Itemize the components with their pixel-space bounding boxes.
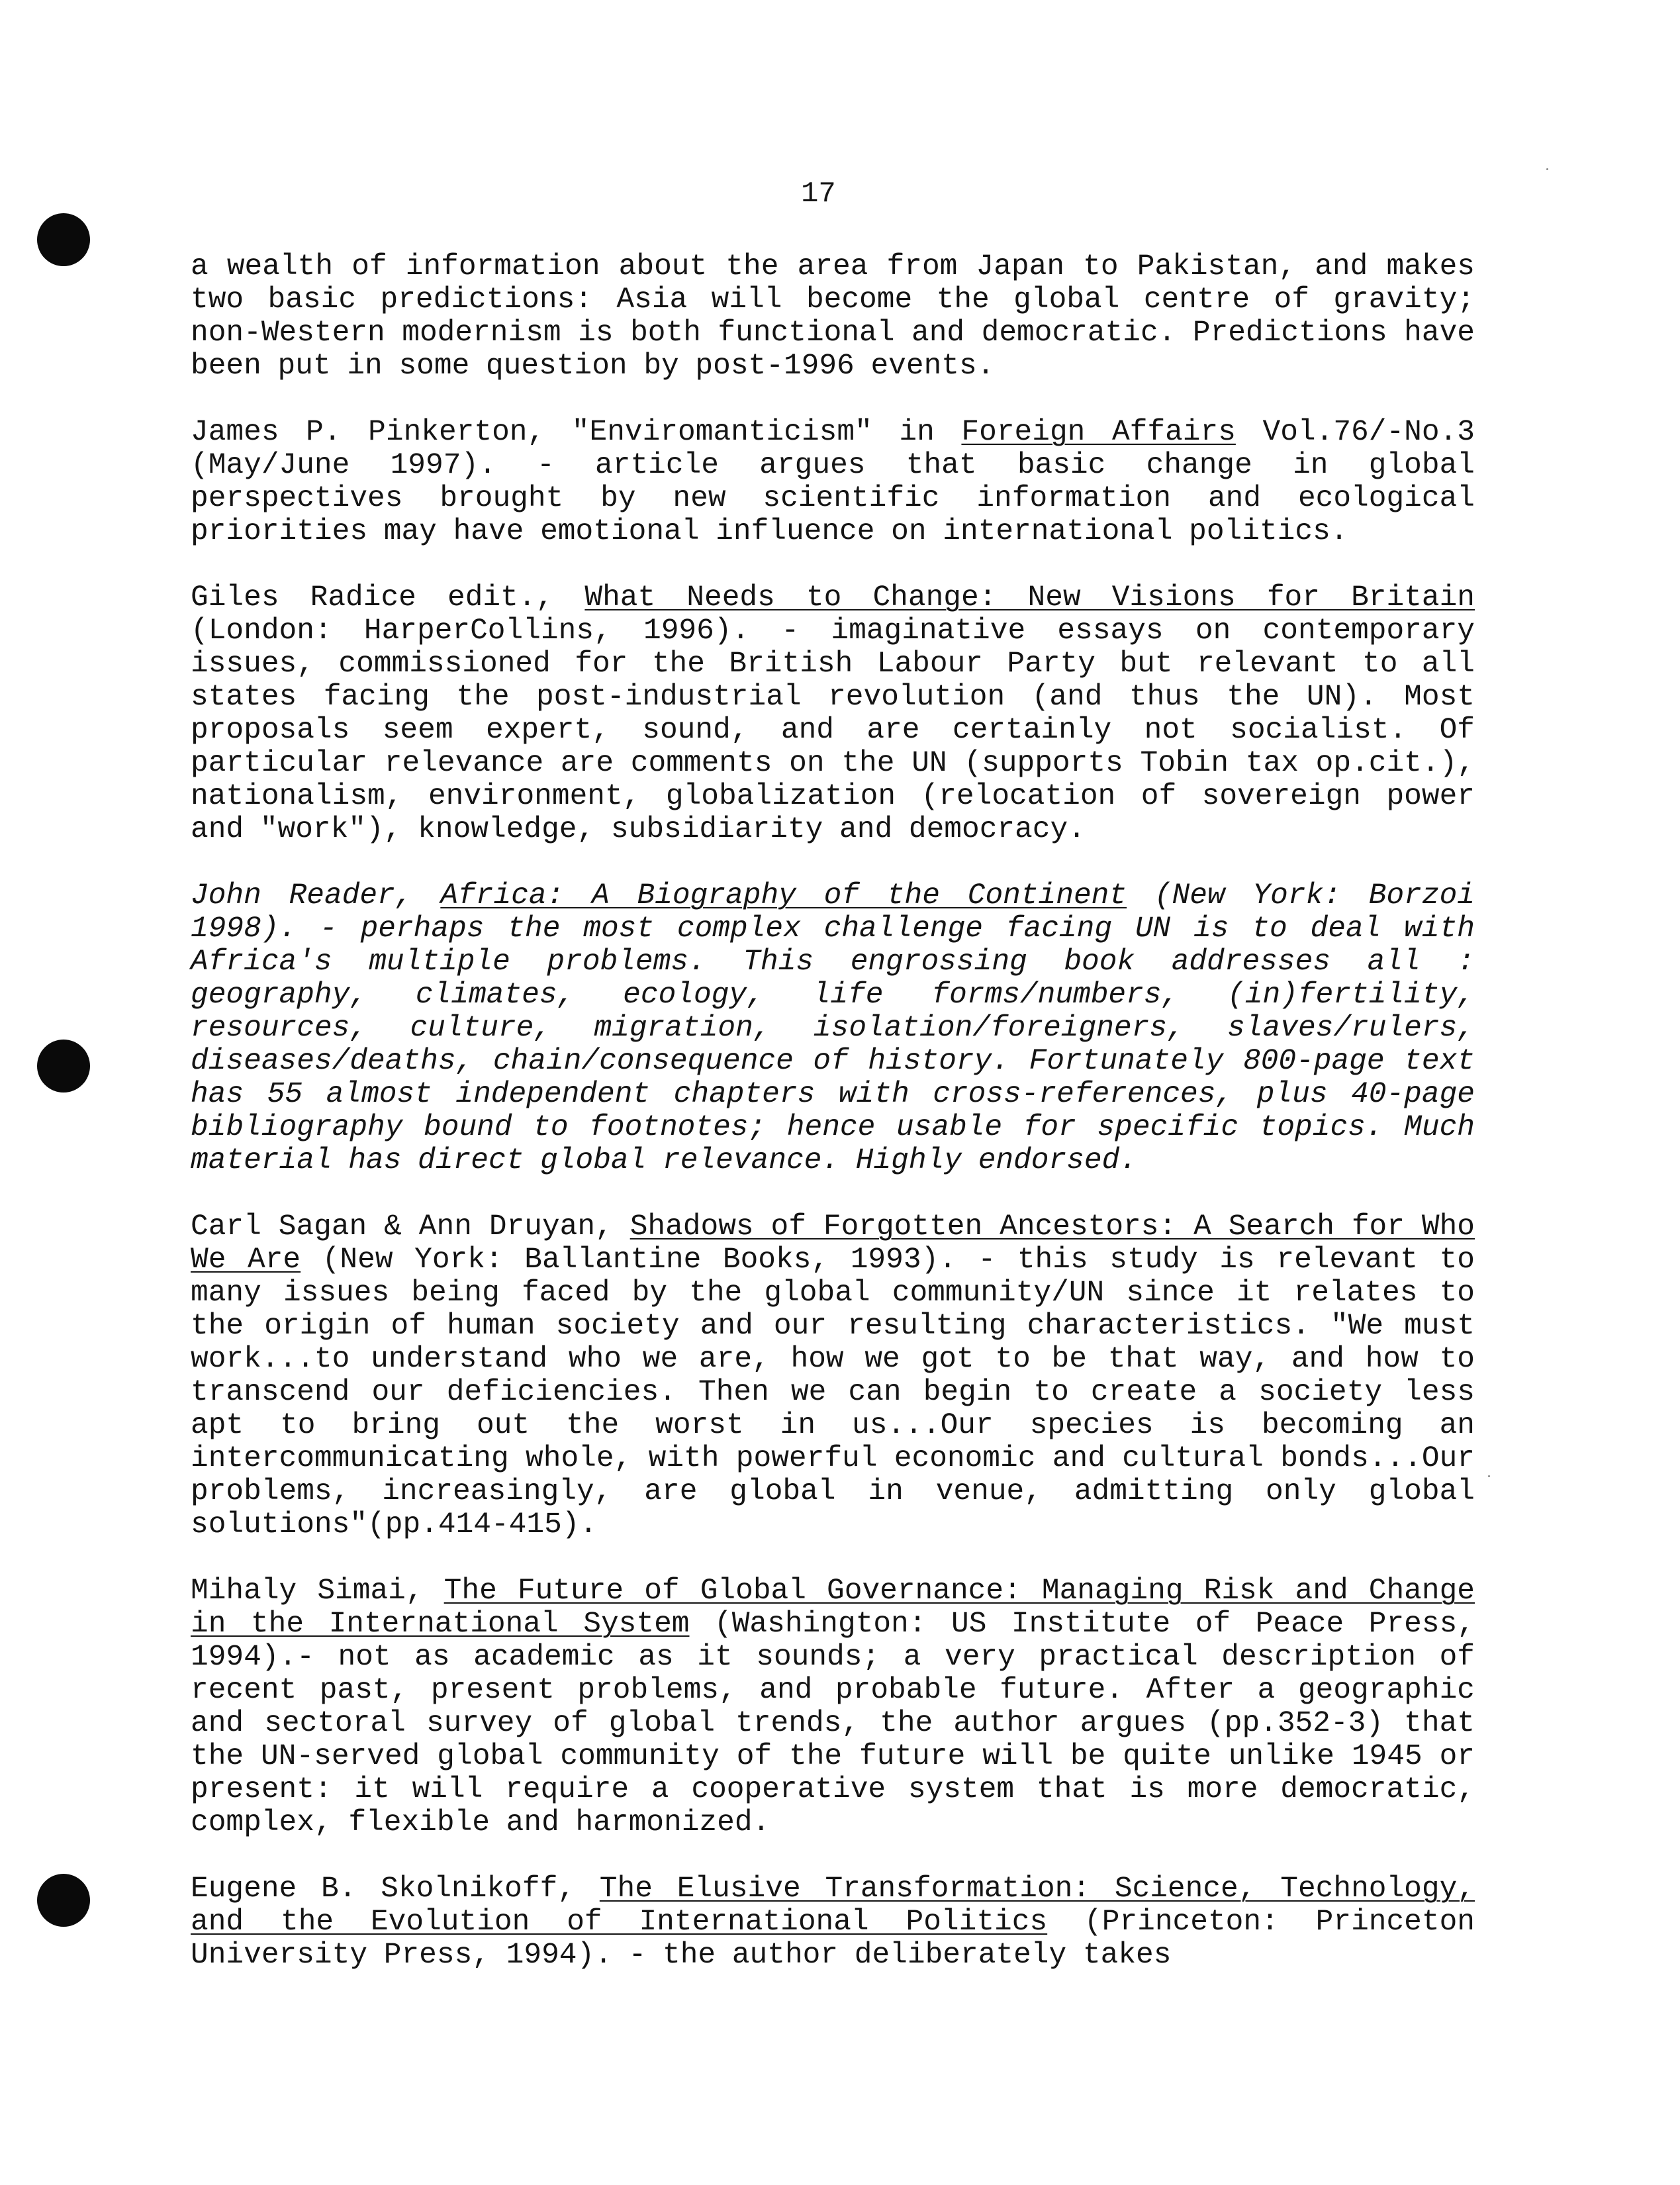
page-number: 17 xyxy=(801,177,836,211)
scan-speck xyxy=(1488,1475,1490,1477)
entry-author: Carl Sagan & Ann Druyan, xyxy=(191,1210,630,1243)
publication-title: Africa: A Biography of the Continent xyxy=(440,879,1127,912)
publication-title: The Future of Global Governance: Managing Risk and Change in the International System xyxy=(191,1575,1475,1641)
scan-speck xyxy=(1546,168,1548,170)
list-item xyxy=(191,581,1475,846)
entry-annotation: (New York: Borzoi 1998). - perhaps the most complex challenge facing UN is to deal with Africa's multiple problems. This engrossing book addresses all : geography, climates, ecology, life forms/numbers, (in)fertility, resources, culture, migration, isolation/foreigners, slaves/rulers, diseases/deaths, chain/consequence of history. Fortunately 800-page text has 55 almost independent chapters with cross-references, plus 40-page bibliography bound to footnotes; hence usable for specific topics. Much material has direct global relevance. Highly endorsed. xyxy=(191,879,1475,1177)
entry-author: Giles Radice edit., xyxy=(191,581,585,614)
entry-annotation: (London: HarperCollins, 1996). - imaginative essays on contemporary issues, commissioned for the British Labour Party but relevant to all states facing the post-industrial revolution (and thus the UN). Most proposals seem expert, sound, and are certainly not socialist. Of particular relevance are comments on the UN (supports Tobin tax op.cit.), nationalism, environment, globalization (relocation of sovereign power and "work"), knowledge, subsidiarity and democracy. xyxy=(191,614,1475,846)
entry-annotation: (Washington: US Institute of Peace Press, 1994).- not as academic as it sounds; a very practical description of recent past, present problems, and probable future. After a geographic and sectoral survey of global trends, the author argues (pp.352-3) that the UN-served global community of the future will be quite unlike 1945 or present: it will require a cooperative system that is more democratic, complex, flexible and harmonized. xyxy=(191,1608,1475,1839)
binder-hole xyxy=(37,1874,90,1927)
list-item xyxy=(191,416,1475,548)
entry-annotation: (Princeton: Princeton University Press, 1994). - the author deliberately takes xyxy=(191,1906,1475,1972)
publication-title: Shadows of Forgotten Ancestors: A Search for Who We Are xyxy=(191,1210,1475,1277)
entry-text: a wealth of information about the area from Japan to Pakistan, and makes two basic predictions: Asia will become the global centre of gravity; non-Western modernism is both functional and democratic. Predictions have been put in some question by post-1996 events. xyxy=(191,250,1475,383)
list-item xyxy=(191,1872,1475,1972)
list-item xyxy=(191,250,1475,383)
list-item xyxy=(191,879,1475,1177)
list-item xyxy=(191,1575,1475,1839)
list-item xyxy=(191,1210,1475,1541)
entry-author: Eugene B. Skolnikoff, xyxy=(191,1872,600,1906)
bibliography-list xyxy=(191,250,1475,2005)
entry-author: Mihaly Simai, xyxy=(191,1575,444,1608)
entry-annotation: Vol.76/-No.3 (May/June 1997). - article argues that basic change in global perspectives brought by new scientific information and ecological priorities may have emotional influence on international politics. xyxy=(191,416,1475,548)
publication-title: The Elusive Transformation: Science, Technology, and the Evolution of International Politics xyxy=(191,1872,1475,1939)
entry-author: John Reader, xyxy=(191,879,441,912)
publication-title: Foreign Affairs xyxy=(961,416,1236,449)
publication-title: What Needs to Change: New Visions for Britain xyxy=(584,581,1475,614)
binder-hole xyxy=(37,1040,90,1092)
binder-hole xyxy=(37,213,90,266)
entry-author: James P. Pinkerton, "Enviromanticism" in xyxy=(191,416,962,449)
entry-annotation: (New York: Ballantine Books, 1993). - this study is relevant to many issues being faced by the global community/UN since it relates to the origin of human society and our resulting characteristics. "We must work...to understand who we are, how we got to be that way, and how to transcend our deficiencies. Then we can begin to create a society less apt to bring out the worst in us...Our species is becoming an intercommunicating whole, with powerful economic and cultural bonds...Our problems, increasingly, are global in venue, admitting only global solutions"(pp.414-415). xyxy=(191,1243,1475,1541)
